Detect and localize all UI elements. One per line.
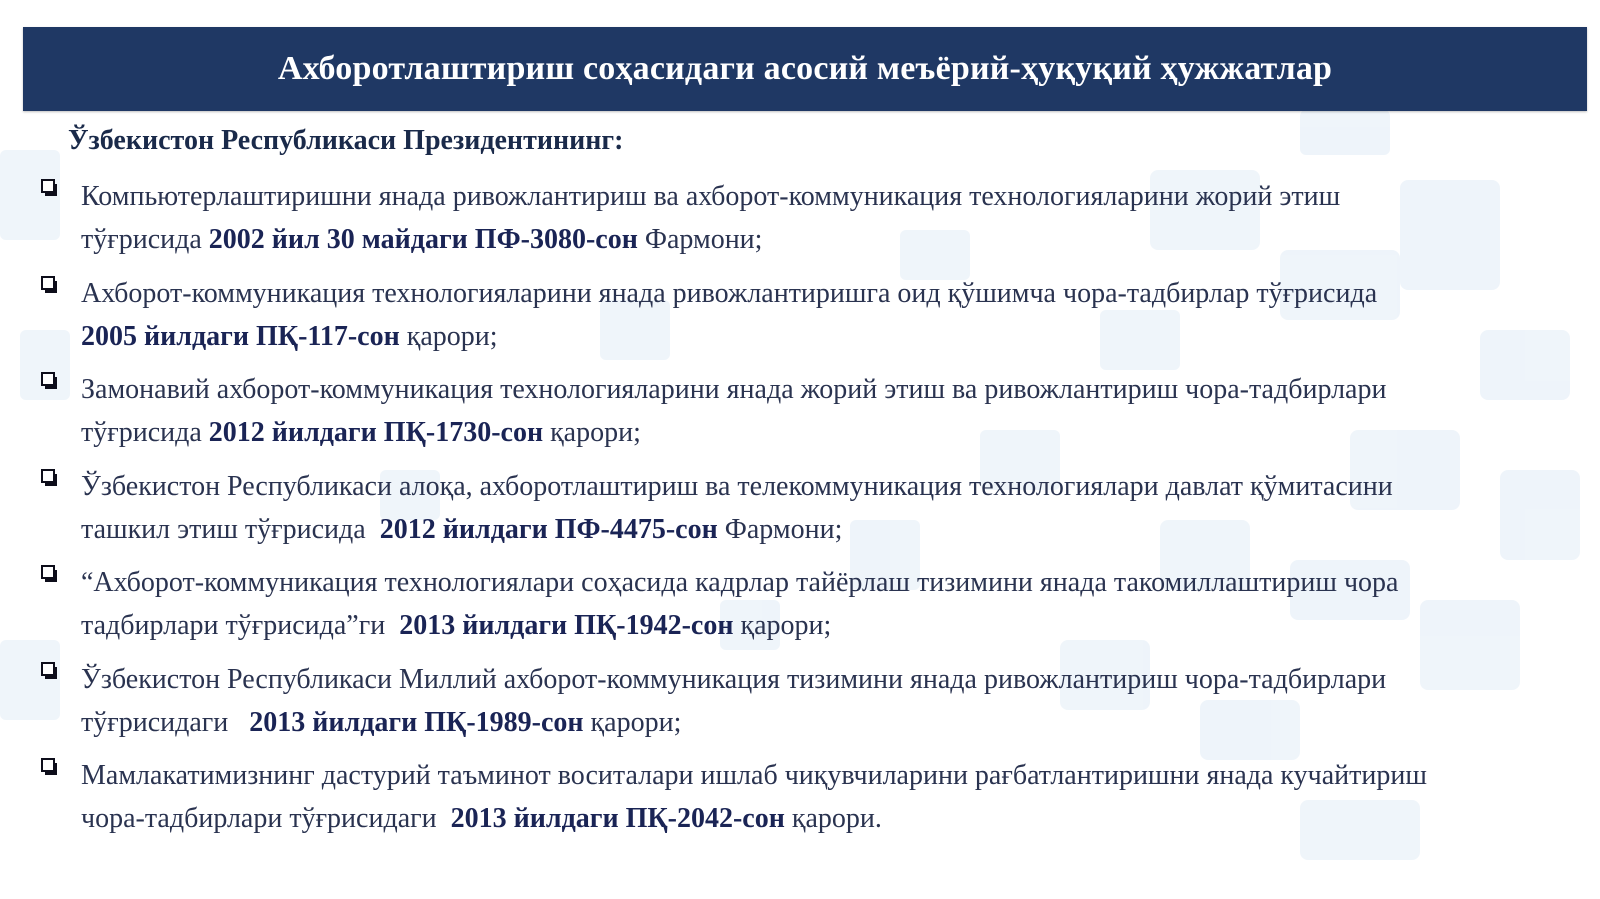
square-checkbox-icon (41, 662, 58, 680)
item-line2-post: қарори; (399, 320, 498, 352)
list-item-text (81, 658, 1581, 744)
list-item-text (81, 561, 1581, 647)
item-line2-post: қарори; (733, 610, 832, 641)
item-line1: Ўзбекистон Республикаси алоқа, ахборотлаштириш ва телекоммуникация технологиялари давлат қўмитасини (81, 470, 1393, 502)
item-line1: Замонавий ахборот-коммуникация технологияларини янада жорий этиш ва ривожлантириш чора-тадбирлари (81, 374, 1387, 405)
item-line1: “Ахборот-коммуникация технологиялари соҳасида кадрлар тайёрлаш тизимини янада такомиллаштириш чора (81, 567, 1399, 598)
list-item-text (81, 175, 1581, 261)
list-item (0, 465, 1600, 562)
list-item-text (81, 465, 1581, 551)
list-item (0, 368, 1600, 465)
document-reference: 2013 йилдаги ПҚ-1989-сон (249, 706, 584, 738)
item-line2-post: Фармони; (637, 224, 763, 255)
list-item (0, 561, 1600, 658)
item-line2-pre: тўғрисида (81, 224, 209, 255)
list-item (0, 175, 1600, 272)
item-line2-post: қарори; (543, 417, 641, 448)
square-checkbox-icon (41, 565, 58, 583)
document-reference: 2012 йилдаги ПҚ-1730-сон (208, 417, 544, 448)
document-reference: 2005 йилдаги ПҚ-117-сон (81, 320, 400, 352)
square-checkbox-icon (41, 276, 58, 294)
page-title: Ахборотлаштириш соҳасидаги асосий меъёрий-ҳуқуқий ҳужжатлар (277, 50, 1333, 87)
list-item (0, 754, 1600, 851)
square-checkbox-icon (41, 758, 58, 776)
item-line2-pre: чора-тадбирлари тўғрисидаги (81, 803, 451, 834)
subheading: Ўзбекистон Республикаси Президентининг: (68, 125, 624, 156)
square-checkbox-icon (41, 179, 58, 197)
list-item-text (81, 368, 1581, 454)
document-list (0, 175, 1600, 851)
item-line2-post: қарори; (583, 706, 682, 738)
item-line1: Компьютерлаштиришни янада ривожлантириш ва ахборот-коммуникация технологияларини жорий этиш (81, 181, 1341, 212)
document-reference: 2012 йилдаги ПФ-4475-сон (379, 513, 718, 545)
item-line2-pre: тўғрисидаги (81, 706, 250, 738)
list-item (0, 272, 1600, 369)
item-line2-pre: тўғрисида (81, 417, 209, 448)
item-line2-pre: ташкил этиш тўғрисида (81, 513, 380, 545)
document-reference: 2013 йилдаги ПҚ-1942-сон (399, 610, 734, 641)
document-reference: 2013 йилдаги ПҚ-2042-сон (450, 803, 785, 834)
list-item (0, 658, 1600, 755)
list-item-text (81, 754, 1581, 840)
list-item-text (81, 272, 1581, 358)
item-line1: Ахборот-коммуникация технологияларини янада ривожлантиришга оид қўшимча чора-тадбирлар тўғрисида (81, 277, 1378, 309)
item-line1: Мамлакатимизнинг дастурий таъминот воситалари ишлаб чиқувчиларини рағбатлантиришни янада кучайтириш (81, 760, 1427, 791)
item-line2-pre: тадбирлари тўғрисида”ги (81, 610, 400, 641)
title-bar (23, 27, 1587, 111)
square-checkbox-icon (41, 469, 58, 487)
item-line2-post: Фармони; (717, 513, 843, 545)
square-checkbox-icon (41, 372, 58, 390)
document-reference: 2002 йил 30 майдаги ПФ-3080-сон (208, 224, 638, 255)
item-line2-post: қарори. (784, 803, 882, 834)
item-line1: Ўзбекистон Республикаси Миллий ахборот-коммуникация тизимини янада ривожлантириш чора-тадбирлари (81, 663, 1387, 695)
